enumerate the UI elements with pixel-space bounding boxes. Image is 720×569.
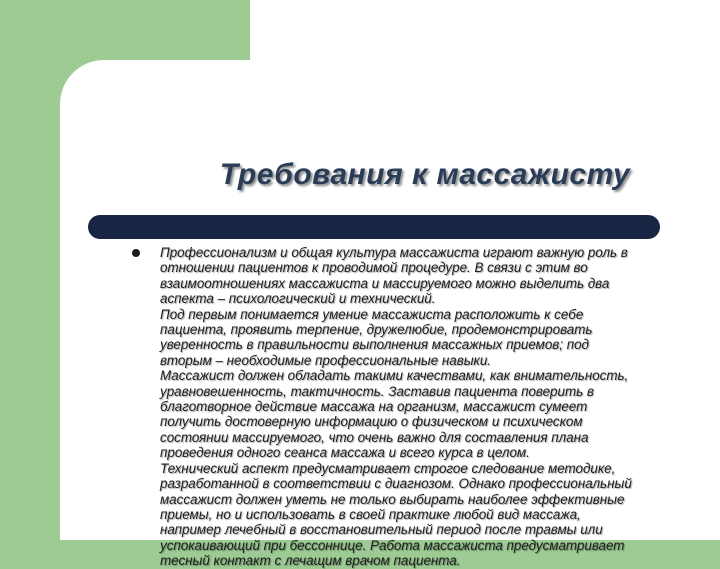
body-line: получить достоверную информацию о физическом и психическом bbox=[160, 414, 583, 430]
body-line: аспекта – психологический и технический. bbox=[160, 291, 436, 307]
body-line: Массажист должен обладать такими качествами, как внимательность, bbox=[160, 368, 629, 384]
body-line: Профессионализм и общая культура массажиста играют важную роль в bbox=[160, 245, 628, 260]
green-top-band bbox=[0, 0, 250, 60]
title-divider-bar bbox=[88, 215, 660, 239]
body-line: разработанной в соответствии с диагнозом. Однако профессиональный bbox=[160, 476, 632, 492]
body-line: взаимоотношениях массажиста и массируемого можно выделить два bbox=[160, 275, 610, 291]
body-line: успокаивающий при бессоннице. Работа массажиста предусматривает bbox=[160, 537, 625, 553]
white-top-area bbox=[250, 0, 720, 60]
slide-panel bbox=[60, 60, 720, 569]
body-line: Под первым понимается умение массажиста расположить к себе bbox=[160, 306, 584, 322]
green-side-band bbox=[0, 0, 60, 540]
body-line: уравновешенность, тактичность. Заставив пациента поверить в bbox=[160, 383, 594, 399]
slide-body bbox=[132, 245, 720, 569]
body-line: например лечебный в восстановительный период после травмы или bbox=[160, 522, 603, 538]
body-line: проведения одного сеанса массажа и всего курса в целом. bbox=[160, 445, 530, 461]
body-line: уверенность в правильности выполнения массажных приемов; под bbox=[160, 337, 589, 353]
body-paragraph bbox=[160, 245, 720, 569]
body-line: отношении пациентов к проводимой процедуре. В связи с этим во bbox=[160, 260, 588, 276]
body-line: состоянии массируемого, что очень важно для составления плана bbox=[160, 429, 589, 445]
body-line: благотворное действие массажа на организм, массажист сумеет bbox=[160, 399, 588, 415]
body-line: массажист должен уметь не только выбирать наиболее эффективные bbox=[160, 491, 625, 507]
body-line: Технический аспект предусматривает строгое следование методике, bbox=[160, 460, 616, 476]
body-line: вторым – необходимые профессиональные навыки. bbox=[160, 352, 492, 368]
body-line: тесный контакт с лечащим врачом пациента. bbox=[160, 553, 461, 569]
body-line: приемы, но и использовать в своей практике любой вид массажа, bbox=[160, 506, 581, 522]
slide-title: Требования к массажисту bbox=[219, 158, 631, 191]
bullet-icon bbox=[132, 249, 140, 257]
body-line: пациента, проявить терпение, дружелюбие, продемонстрировать bbox=[160, 322, 593, 338]
